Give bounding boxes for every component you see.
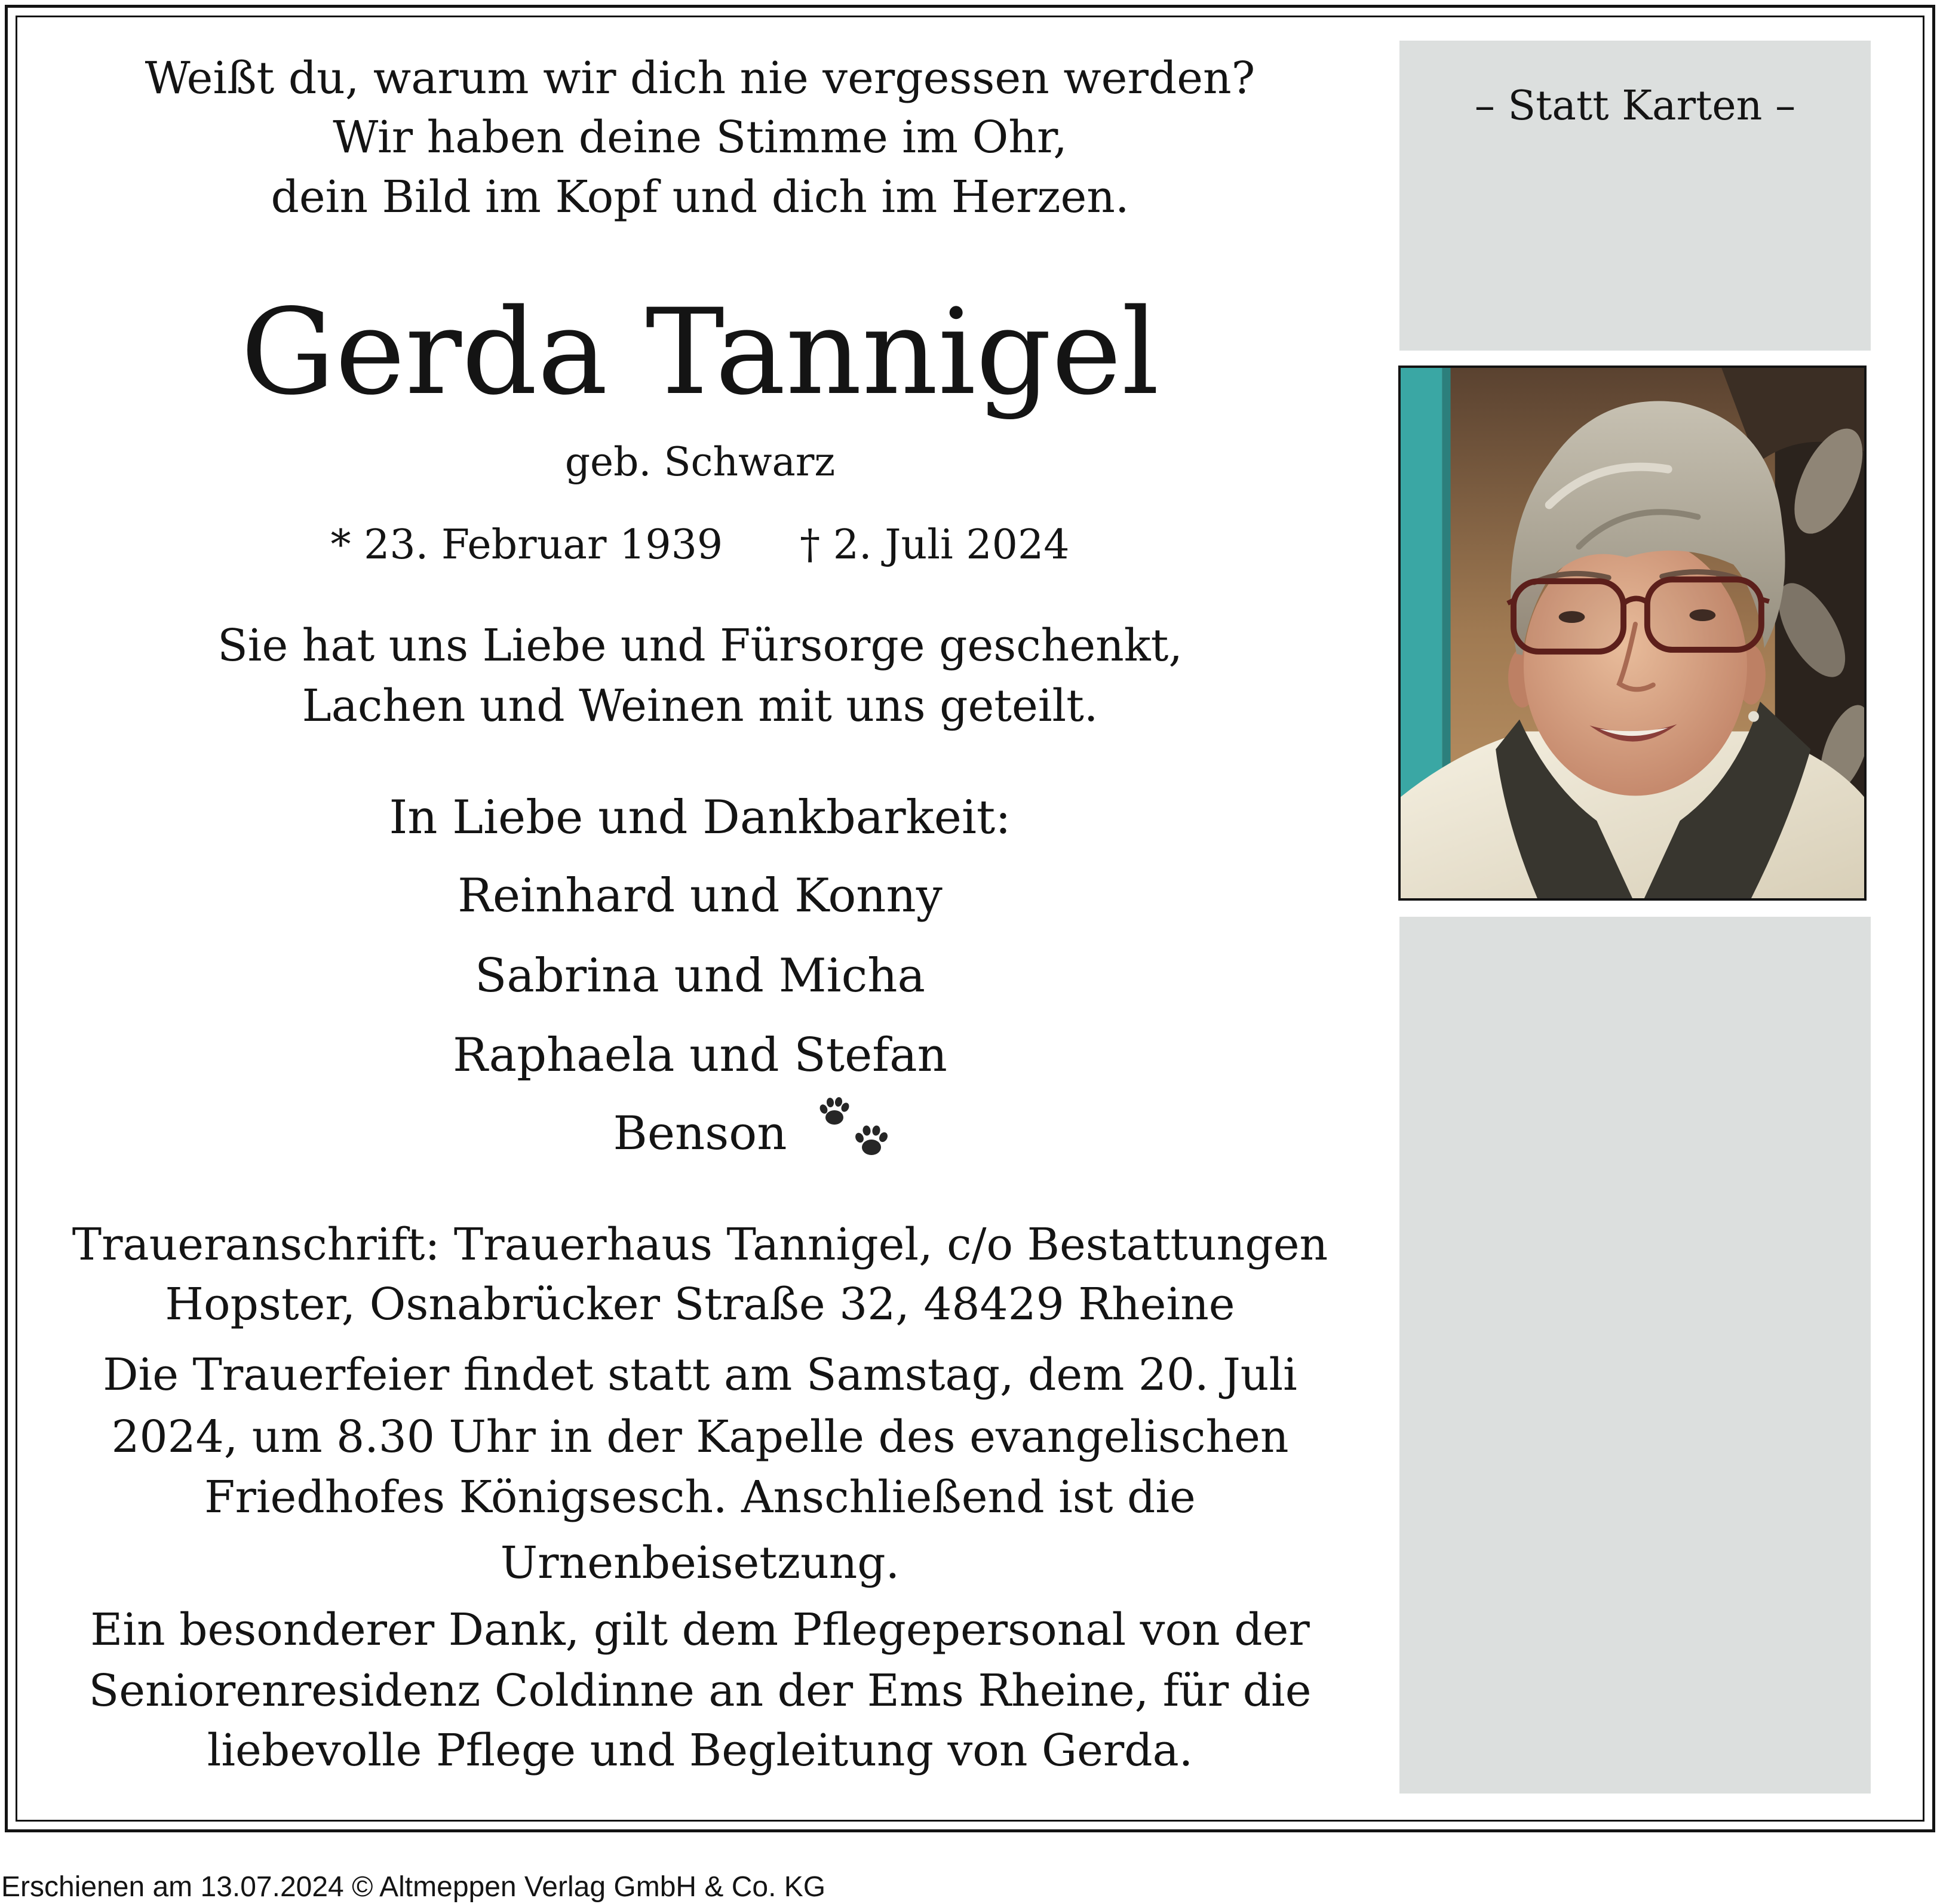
mourners-intro: In Liebe und Dankbarkeit: bbox=[389, 791, 1011, 844]
statt-karten-notice: – Statt Karten – bbox=[1474, 82, 1796, 130]
thanks-line-3: liebevolle Pflege und Begleitung von Gerda. bbox=[207, 1725, 1193, 1776]
poem-top-line-3: dein Bild im Kopf und dich im Herzen. bbox=[271, 171, 1129, 223]
thanks-line-2: Seniorenresidenz Coldinne an der Ems Rheine, für die bbox=[88, 1665, 1312, 1716]
birth-date: * 23. Februar 1939 bbox=[330, 521, 723, 569]
mourner-name-pet: Benson bbox=[613, 1107, 787, 1160]
sidebar-bottom-panel bbox=[1399, 917, 1871, 1794]
mourner-name: Reinhard und Konny bbox=[458, 869, 943, 923]
address-line-1: Traueranschrift: Trauerhaus Tannigel, c/o Bestattungen bbox=[72, 1219, 1328, 1270]
ceremony-line-1: Die Trauerfeier findet statt am Samstag, dem 20. Juli bbox=[103, 1349, 1297, 1401]
ceremony-line-4: Urnenbeisetzung. bbox=[500, 1537, 900, 1589]
mourner-name: Sabrina und Micha bbox=[474, 949, 926, 1003]
maiden-name: geb. Schwarz bbox=[564, 439, 836, 485]
poem-middle-line-2: Lachen und Weinen mit uns geteilt. bbox=[302, 680, 1098, 732]
mourner-name: Raphaela und Stefan bbox=[453, 1028, 947, 1082]
ceremony-line-3: Friedhofes Königsesch. Anschließend ist die bbox=[204, 1472, 1196, 1523]
poem-middle-line-1: Sie hat uns Liebe und Fürsorge geschenkt, bbox=[217, 620, 1183, 671]
death-date: † 2. Juli 2024 bbox=[800, 521, 1070, 569]
portrait-photo bbox=[1398, 366, 1867, 901]
poem-top-line-2: Wir haben deine Stimme im Ohr, bbox=[333, 112, 1067, 163]
poem-top-line-1: Weißt du, warum wir dich nie vergessen werden? bbox=[145, 53, 1256, 104]
deceased-name: Gerda Tannigel bbox=[240, 283, 1160, 421]
publication-footer: Erschienen am 13.07.2024 © Altmeppen Verlag GmbH & Co. KG bbox=[1, 1871, 826, 1903]
paw-prints-icon bbox=[818, 1096, 894, 1162]
life-dates bbox=[31, 515, 1369, 575]
address-line-2: Hopster, Osnabrücker Straße 32, 48429 Rheine bbox=[165, 1279, 1235, 1330]
ceremony-line-2: 2024, um 8.30 Uhr in der Kapelle des evangelischen bbox=[111, 1411, 1289, 1463]
sidebar-top-panel bbox=[1399, 41, 1871, 351]
thanks-line-1: Ein besonderer Dank, gilt dem Pflegepersonal von der bbox=[90, 1604, 1310, 1656]
